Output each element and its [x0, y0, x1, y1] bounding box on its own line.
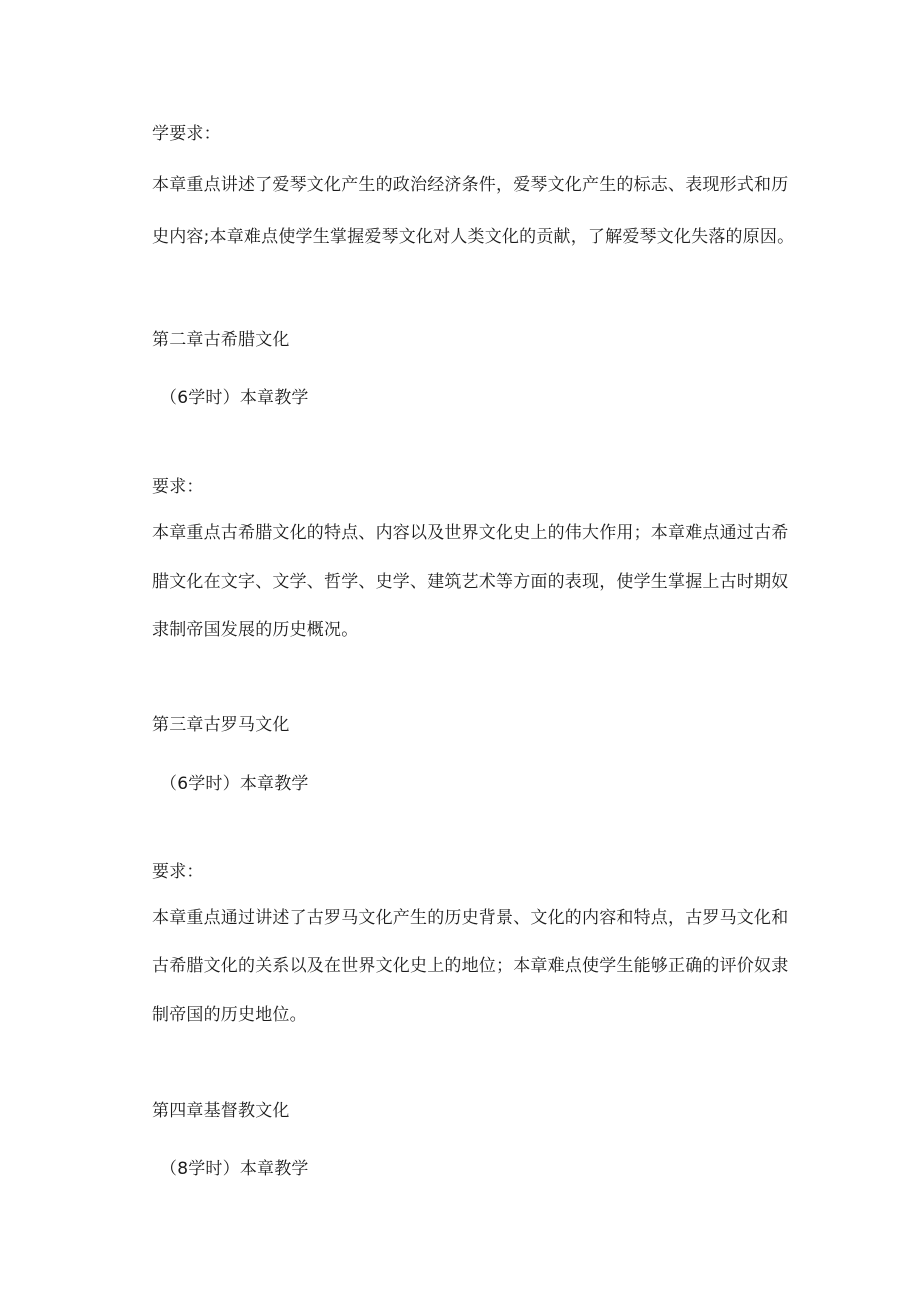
chapter-hours: （6学时）本章教学: [160, 774, 309, 794]
paragraph-line: 腊文化在文字、文学、哲学、史学、建筑艺术等方面的表现，使学生掌握上古时期奴: [152, 572, 789, 592]
chapter-title: 第二章古希腊文化: [152, 330, 290, 350]
paragraph-line: 本章重点通过讲述了古罗马文化产生的历史背景、文化的内容和特点，古罗马文化和: [152, 908, 789, 928]
paragraph-line: 古希腊文化的关系以及在世界文化史上的地位；本章难点使学生能够正确的评价奴隶: [152, 956, 789, 976]
requirements-label: 学要求：: [152, 124, 221, 144]
requirements-label: 要求：: [152, 477, 204, 497]
paragraph-line: 本章重点古希腊文化的特点、内容以及世界文化史上的伟大作用；本章难点通过古希: [152, 523, 789, 543]
paragraph-line: 制帝国的历史地位。: [152, 1005, 307, 1025]
requirements-label: 要求：: [152, 862, 204, 882]
paragraph-line: 本章重点讲述了爱琴文化产生的政治经济条件，爱琴文化产生的标志、表现形式和历: [152, 175, 789, 195]
paragraph-line: 史内容;本章难点使学生掌握爱琴文化对人类文化的贡献，了解爱琴文化失落的原因。: [152, 227, 795, 247]
chapter-hours: （6学时）本章教学: [160, 388, 309, 408]
chapter-title: 第三章古罗马文化: [152, 715, 290, 735]
chapter-hours: （8学时）本章教学: [160, 1159, 309, 1179]
paragraph-line: 隶制帝国发展的历史概况。: [152, 620, 359, 640]
chapter-title: 第四章基督教文化: [152, 1101, 290, 1121]
